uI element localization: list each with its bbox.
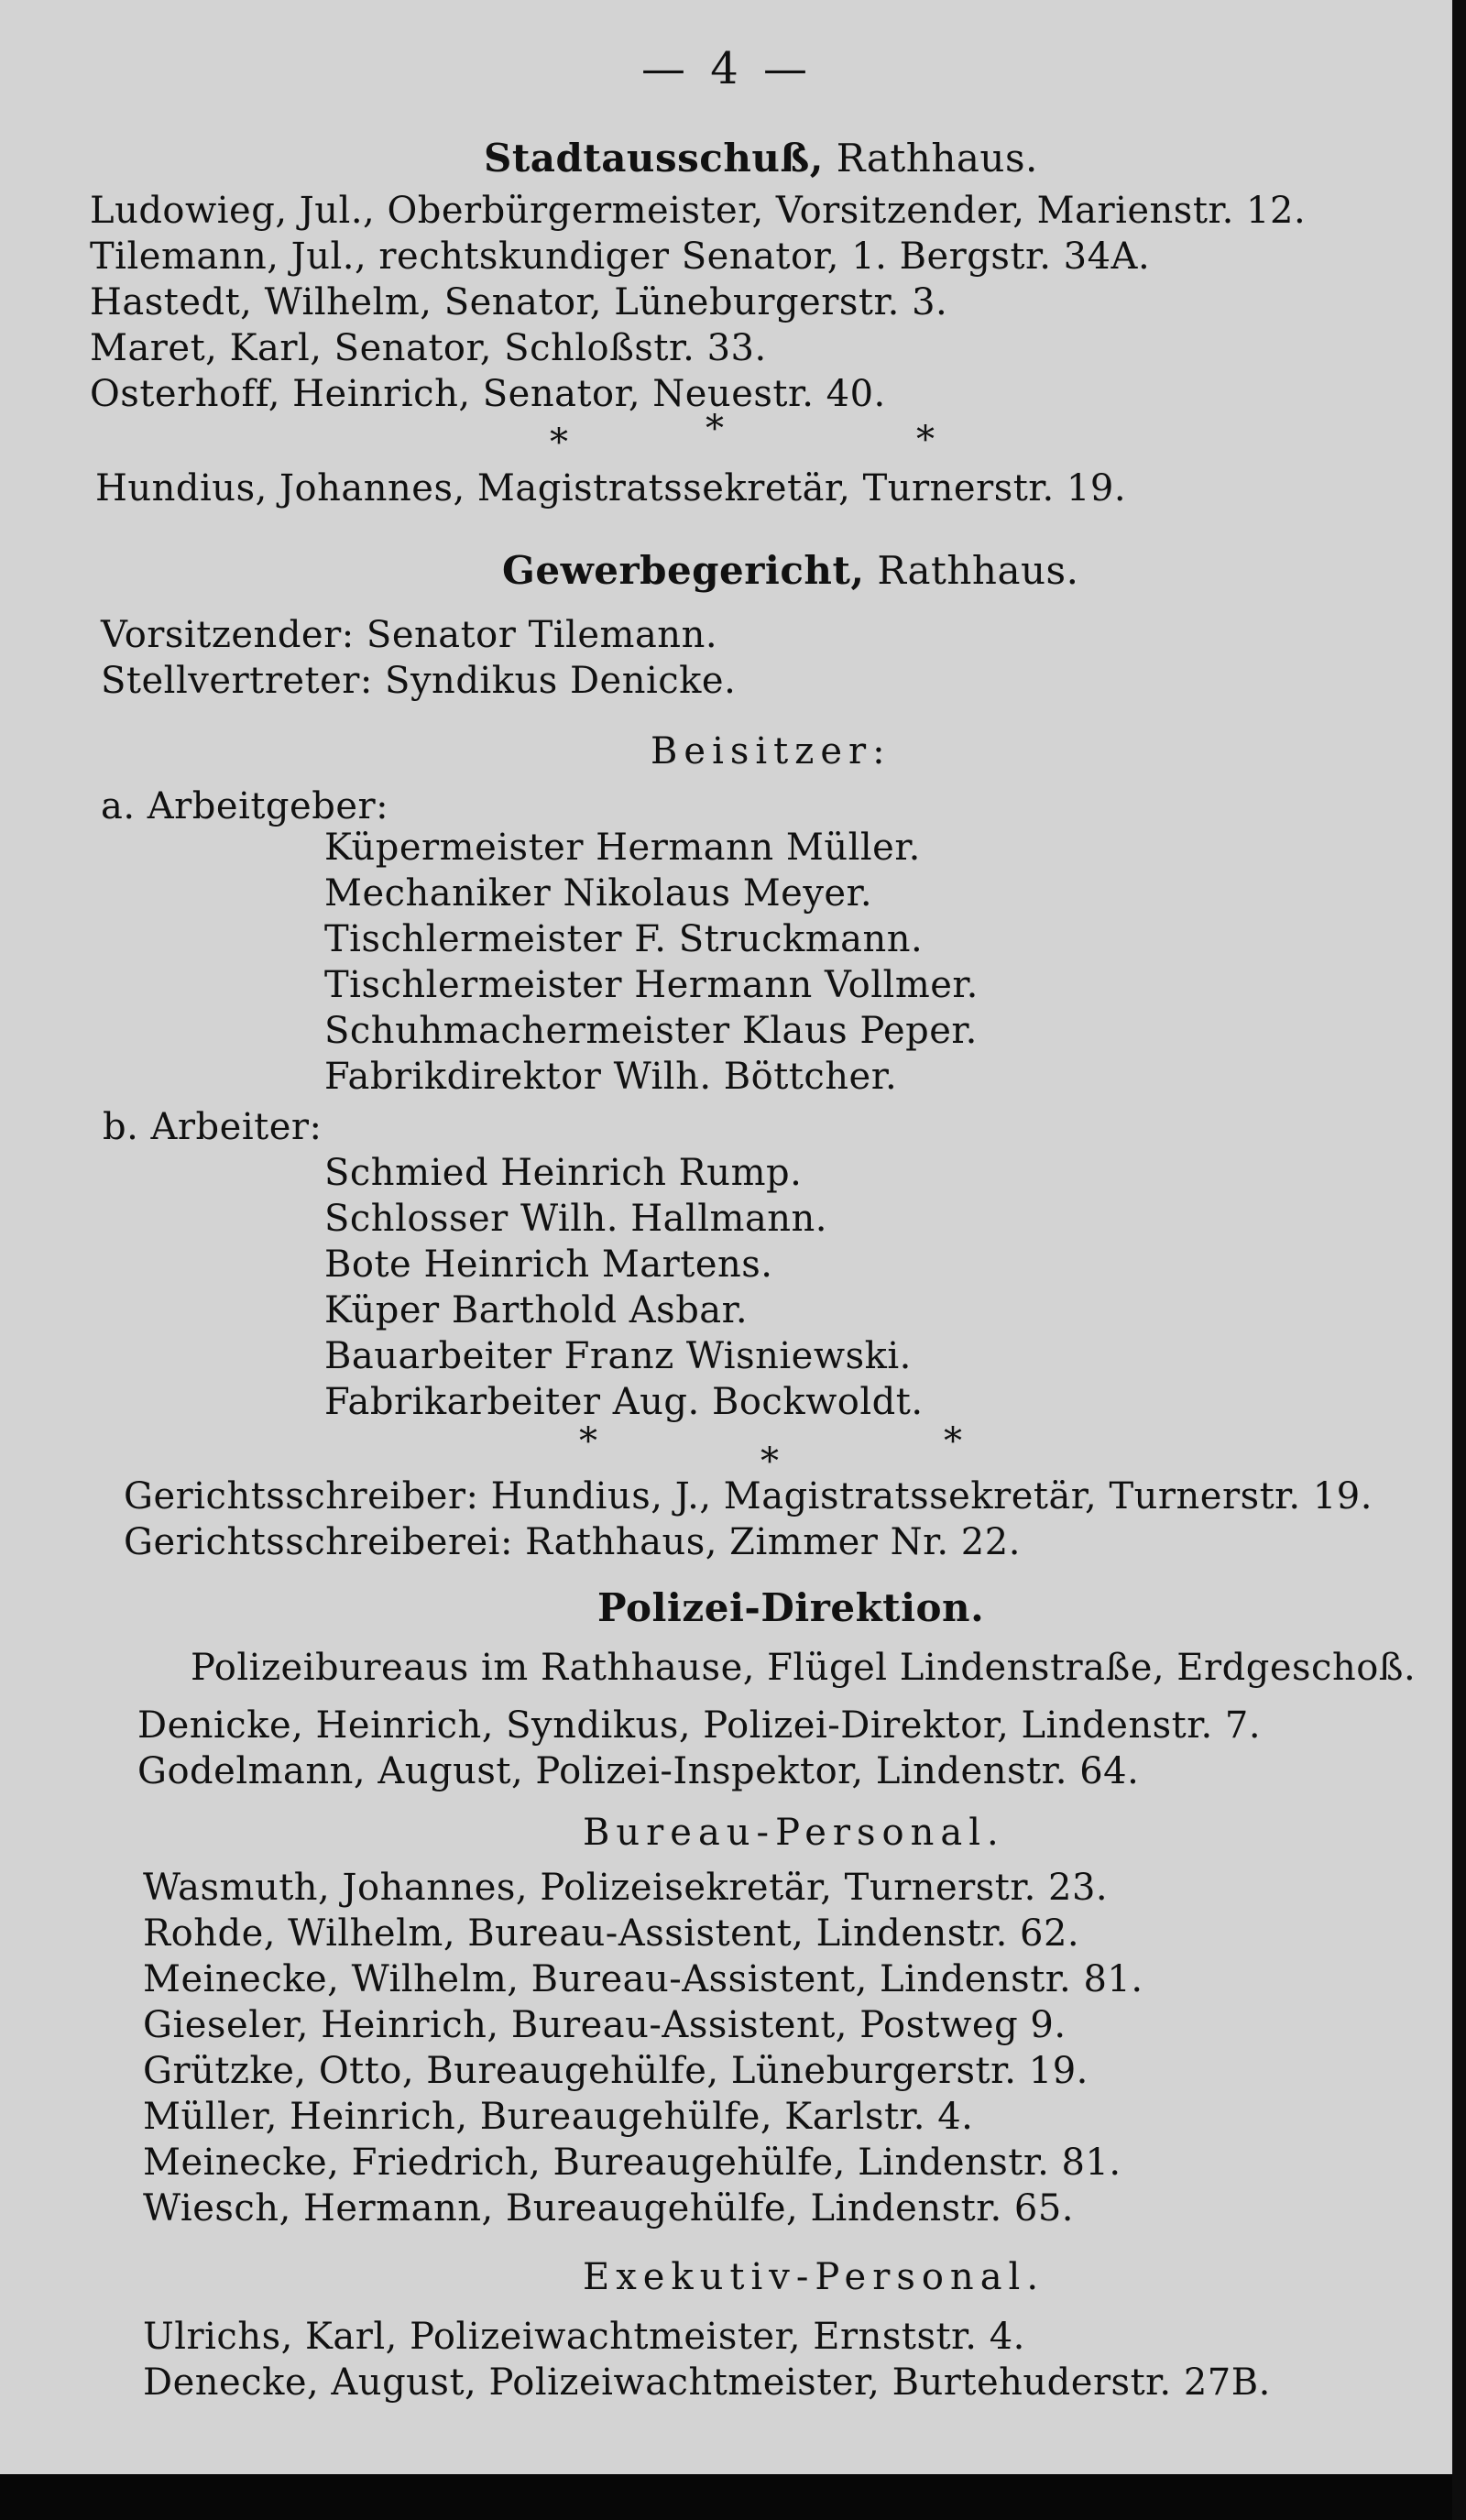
staff-entry: Meinecke, Wilhelm, Bureau-Assistent, Lindenstr. 81. [143, 1958, 1143, 2000]
staff-entry: Müller, Heinrich, Bureaugehülfe, Karlstr. 4. [143, 2096, 974, 2138]
employer-entry: Tischlermeister Hermann Vollmer. [324, 964, 979, 1006]
worker-entry: Bote Heinrich Martens. [324, 1244, 773, 1286]
ornament-asterisk: * [706, 408, 724, 450]
registry-entry: Gerichtsschreiberei: Rathhaus, Zimmer Nr. 22. [124, 1521, 1021, 1563]
ornament-asterisk: * [916, 419, 935, 461]
ornament-asterisk: * [760, 1441, 779, 1483]
head-entry: Godelmann, August, Polizei-Inspektor, Lindenstr. 64. [137, 1750, 1140, 1792]
head-entry: Denicke, Heinrich, Syndikus, Polizei-Direktor, Lindenstr. 7. [137, 1704, 1262, 1747]
chair-entry: Vorsitzender: Senator Tilemann. [101, 614, 718, 656]
scan-edge-bottom [0, 2474, 1466, 2520]
member-entry: Hastedt, Wilhelm, Senator, Lüneburgerstr. 3. [90, 281, 948, 323]
employer-entry: Schuhmachermeister Klaus Peper. [324, 1010, 978, 1052]
heading-place: Rathhaus. [823, 136, 1038, 181]
deputy-entry: Stellvertreter: Syndikus Denicke. [101, 660, 737, 702]
staff-entry: Meinecke, Friedrich, Bureaugehülfe, Lindenstr. 81. [143, 2142, 1121, 2184]
scan-edge-right [1452, 0, 1466, 2520]
employer-entry: Küpermeister Hermann Müller. [324, 827, 921, 869]
page-number: — 4 — [641, 43, 814, 94]
ornament-asterisk: * [550, 422, 568, 464]
subheading-exekutiv-personal: Exekutiv-Personal. [583, 2256, 1045, 2298]
member-entry: Tilemann, Jul., rechtskundiger Senator, 1. Bergstr. 34A. [90, 236, 1151, 278]
member-entry: Osterhoff, Heinrich, Senator, Neuestr. 40. [90, 373, 886, 415]
member-entry: Ludowieg, Jul., Oberbürgermeister, Vorsitzender, Marienstr. 12. [90, 190, 1307, 232]
staff-entry: Rohde, Wilhelm, Bureau-Assistent, Lindenstr. 62. [143, 1912, 1080, 1955]
subheading-bureau-personal: Bureau-Personal. [583, 1812, 1005, 1854]
worker-entry: Schmied Heinrich Rump. [324, 1152, 803, 1194]
secretary-entry: Hundius, Johannes, Magistratssekretär, Turnerstr. 19. [95, 467, 1127, 509]
subheading-beisitzer: Beisitzer: [651, 730, 892, 772]
ornament-asterisk: * [579, 1420, 597, 1463]
member-entry: Maret, Karl, Senator, Schloßstr. 33. [90, 327, 767, 369]
staff-entry: Grützke, Otto, Bureaugehülfe, Lüneburgerstr. 19. [143, 2050, 1089, 2092]
worker-entry: Schlosser Wilh. Hallmann. [324, 1198, 828, 1240]
worker-entry: Fabrikarbeiter Aug. Bockwoldt. [324, 1381, 924, 1423]
group-label-workers: b. Arbeiter: [103, 1106, 323, 1148]
exec-entry: Ulrichs, Karl, Polizeiwachtmeister, Ernststr. 4. [143, 2316, 1025, 2358]
staff-entry: Wiesch, Hermann, Bureaugehülfe, Lindenstr. 65. [143, 2187, 1074, 2230]
ornament-asterisk: * [944, 1420, 962, 1463]
section-heading-gewerbegericht [502, 548, 1078, 594]
group-label-employers: a. Arbeitgeber: [101, 785, 389, 827]
employer-entry: Mechaniker Nikolaus Meyer. [324, 872, 873, 915]
employer-entry: Tischlermeister F. Struckmann. [324, 918, 924, 960]
location-entry: Polizeibureaus im Rathhause, Flügel Lindenstraße, Erdgeschoß. [191, 1647, 1417, 1689]
section-heading-stadtausschuss [484, 136, 1038, 181]
clerk-entry: Gerichtsschreiber: Hundius, J., Magistratssekretär, Turnerstr. 19. [124, 1475, 1373, 1517]
heading-place: Rathhaus. [864, 548, 1079, 593]
staff-entry: Gieseler, Heinrich, Bureau-Assistent, Postweg 9. [143, 2004, 1067, 2046]
worker-entry: Bauarbeiter Franz Wisniewski. [324, 1335, 912, 1377]
worker-entry: Küper Barthold Asbar. [324, 1289, 749, 1331]
employer-entry: Fabrikdirektor Wilh. Böttcher. [324, 1056, 898, 1098]
section-heading-polizei: Polizei-Direktion. [597, 1585, 985, 1630]
heading-title: Gewerbegericht, [502, 548, 865, 593]
staff-entry: Wasmuth, Johannes, Polizeisekretär, Turnerstr. 23. [143, 1867, 1109, 1909]
heading-title: Stadtausschuß, [484, 136, 824, 181]
exec-entry: Denecke, August, Polizeiwachtmeister, Burtehuderstr. 27B. [143, 2361, 1271, 2404]
